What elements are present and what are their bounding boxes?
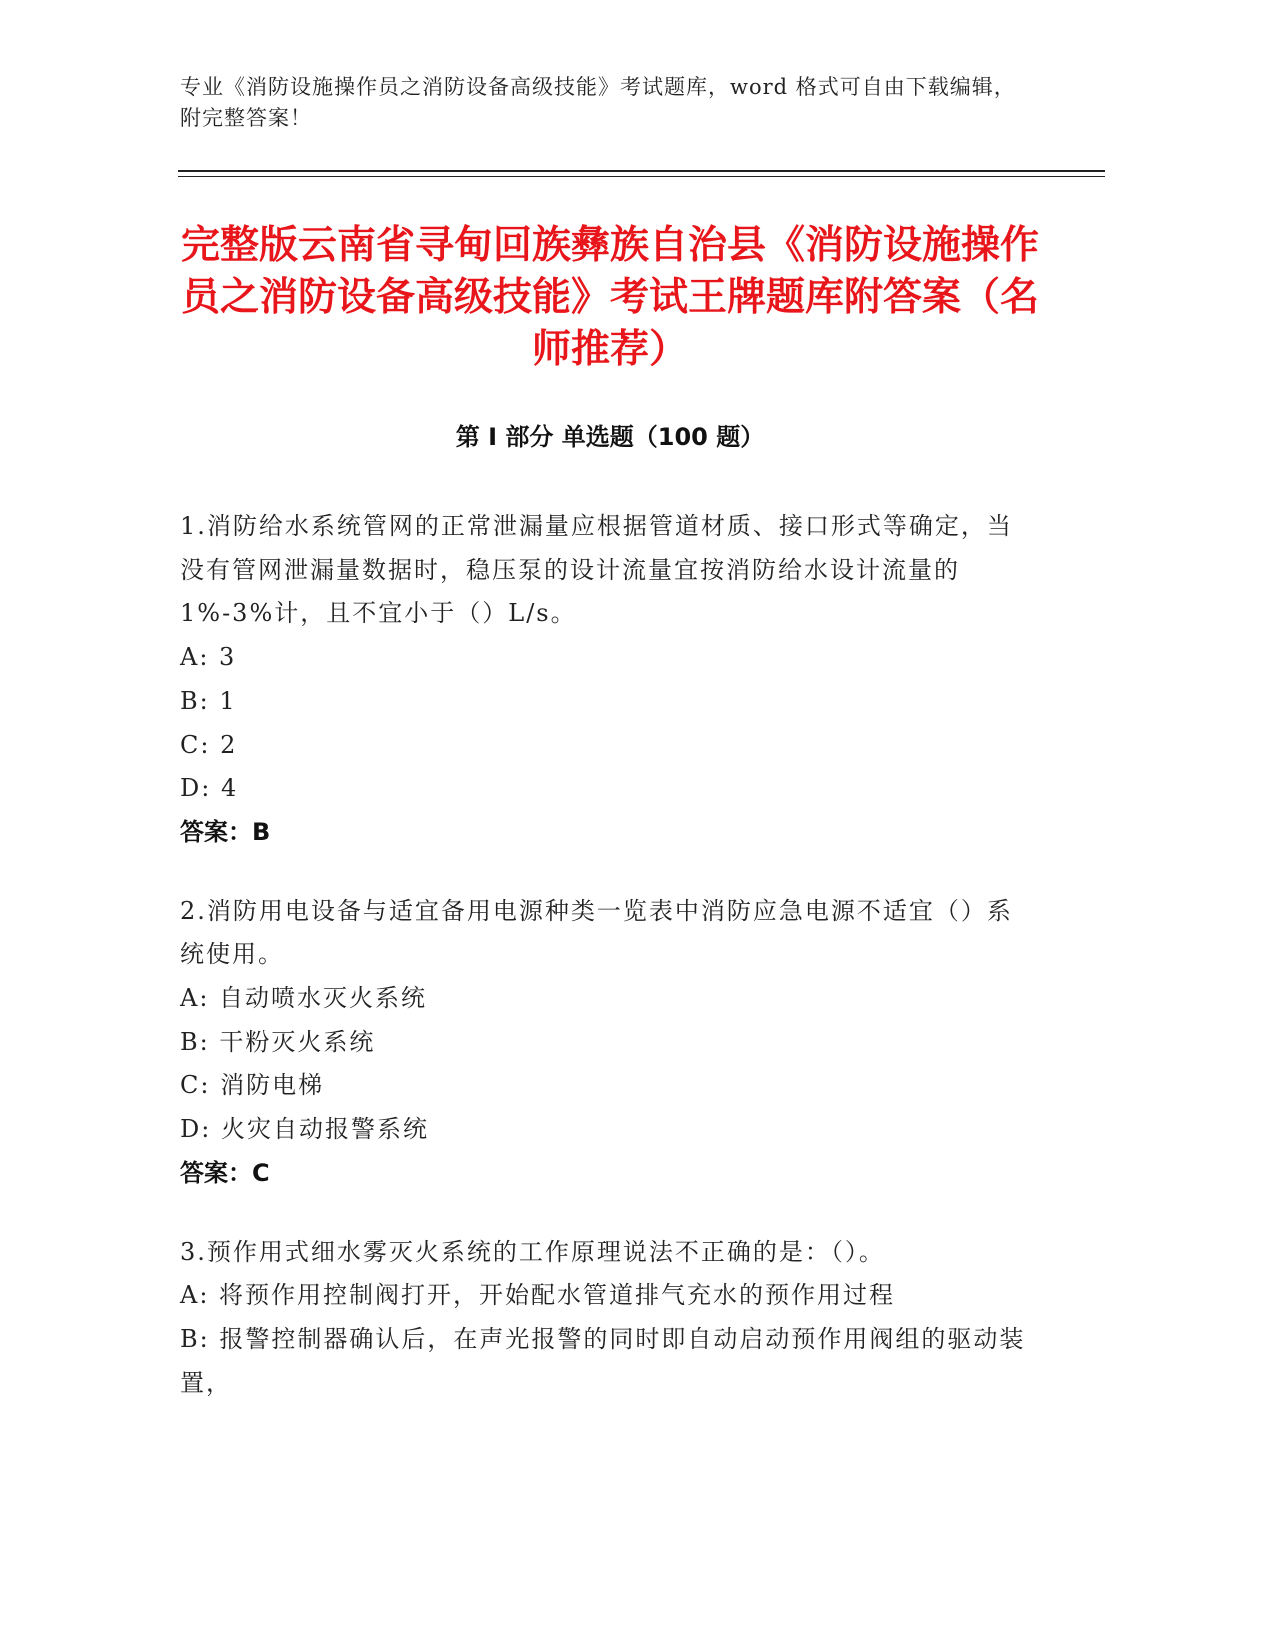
question-2 — [180, 890, 1030, 1196]
option-c: C: 2 — [180, 730, 238, 759]
question-answer: 答案：C — [180, 1158, 270, 1187]
question-answer: 答案：B — [180, 817, 271, 846]
option-a: A: 自动喷水灭火系统 — [180, 984, 428, 1013]
option-d: D: 火灾自动报警系统 — [180, 1115, 429, 1144]
question-stem: 2.消防用电设备与适宜备用电源种类一览表中消防应急电源不适宜（）系统使用。 — [180, 896, 1013, 969]
question-stem: 3.预作用式细水雾灭火系统的工作原理说法不正确的是：（）。 — [180, 1237, 885, 1266]
option-b: B: 1 — [180, 686, 237, 715]
option-b: B: 报警控制器确认后，在声光报警的同时即自动启动预作用阀组的驱动装置， — [180, 1324, 1026, 1397]
option-d: D: 4 — [180, 774, 239, 803]
document-title: 完整版云南省寻甸回族彝族自治县《消防设施操作员之消防设备高级技能》考试王牌题库附答案（名师推荐） — [180, 223, 1039, 372]
header-note: 专业《消防设施操作员之消防设备高级技能》考试题库，word 格式可自由下载编辑，附完整答案！ — [180, 75, 1016, 130]
question-stem: 1.消防给水系统管网的正常泄漏量应根据管道材质、接口形式等确定，当没有管网泄漏量数据时，稳压泵的设计流量宜按消防给水设计流量的 1%-3%计，且不宜小于（）L/s。 — [180, 512, 1013, 628]
question-1 — [180, 505, 1030, 855]
question-list — [180, 505, 1030, 1440]
header-rule-thin — [178, 176, 1105, 177]
question-3 — [180, 1231, 1030, 1406]
option-a: A: 将预作用控制阀打开，开始配水管道排气充水的预作用过程 — [180, 1281, 896, 1310]
header-rule-thick — [178, 170, 1105, 172]
section-title: 第 I 部分 单选题（100 题） — [455, 423, 765, 451]
option-c: C: 消防电梯 — [180, 1071, 325, 1100]
option-b: B: 干粉灭火系统 — [180, 1027, 376, 1056]
option-a: A: 3 — [180, 643, 237, 672]
